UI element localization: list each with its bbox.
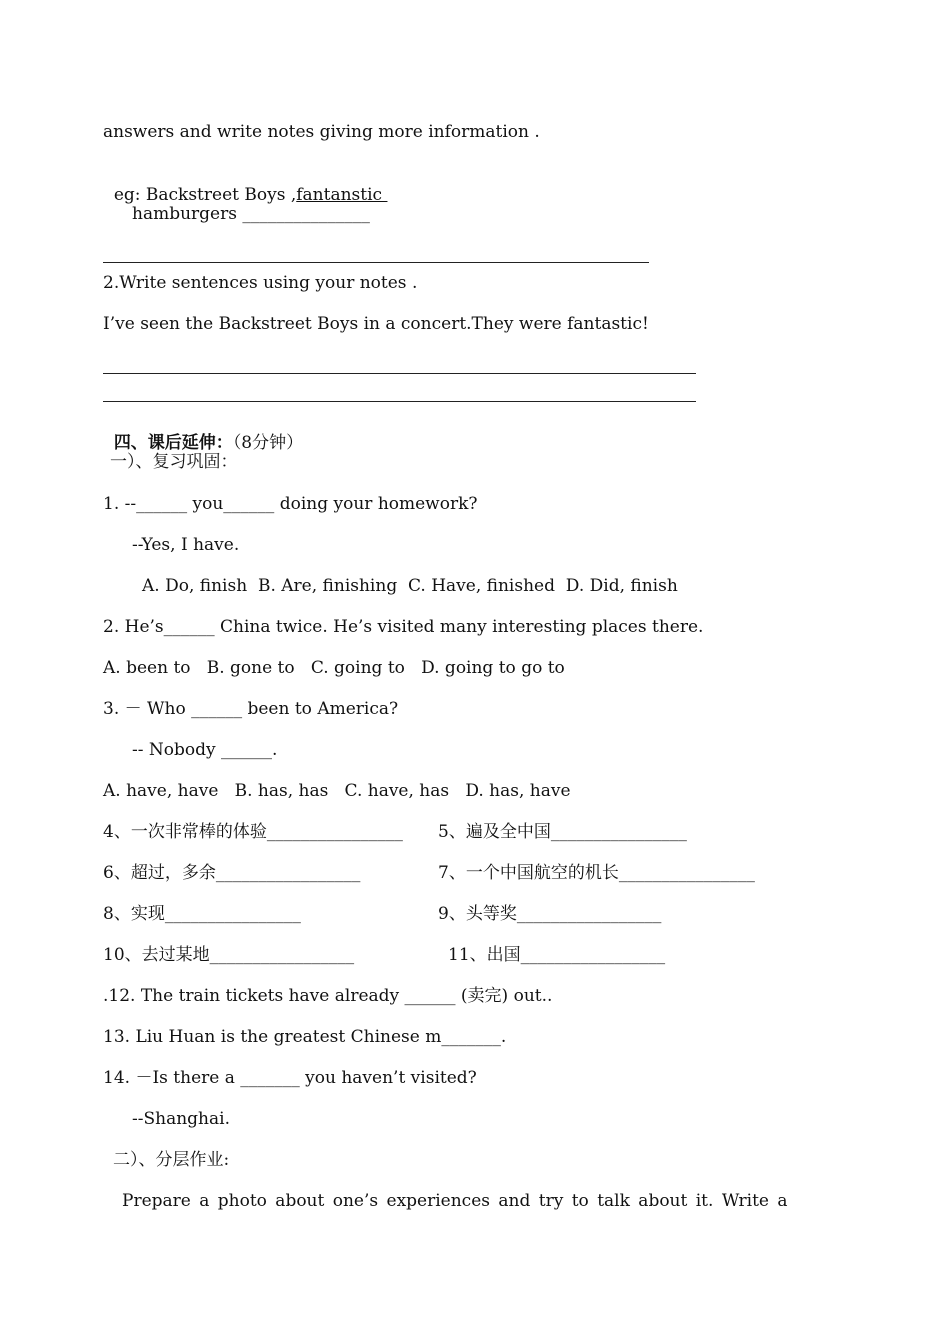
question-1-options: A. Do, finish B. Are, finishing C. Have, finished D. Did, finish bbox=[142, 576, 678, 596]
answer-rule-2 bbox=[103, 373, 696, 374]
line-example-eg bbox=[103, 162, 387, 206]
question-14-answer: --Shanghai. bbox=[132, 1109, 230, 1129]
subsection-2-heading: 二）、分层作业: bbox=[113, 1150, 230, 1170]
question-4: 4、一次非常棒的体验________________ bbox=[103, 822, 403, 842]
question-11: 11、出国_________________ bbox=[448, 945, 666, 965]
question-7: 7、一个中国航空的机长________________ bbox=[438, 863, 755, 883]
homework-instruction: Prepare a photo about one’s experiences and try to talk about it. Write a bbox=[122, 1191, 788, 1211]
question-3: 3. － Who ______ been to America? bbox=[103, 699, 399, 719]
answer-rule-3 bbox=[103, 401, 696, 402]
section-4-heading bbox=[103, 410, 303, 454]
subsection-1-heading: 一）、复习巩固： bbox=[110, 452, 238, 472]
question-1-answer: --Yes, I have. bbox=[132, 535, 240, 555]
question-14: 14. －Is there a _______ you haven’t visited? bbox=[103, 1068, 477, 1088]
question-1: 1. --______ you______ doing your homework? bbox=[103, 494, 478, 514]
eg-prefix: eg: Backstreet Boys , bbox=[113, 185, 297, 205]
question-13: 13. Liu Huan is the greatest Chinese m_______. bbox=[103, 1027, 507, 1047]
question-12: .12. The train tickets have already ______ (卖完) out.. bbox=[103, 986, 553, 1006]
question-9: 9、头等奖_________________ bbox=[438, 904, 662, 924]
question-10: 10、去过某地_________________ bbox=[103, 945, 355, 965]
question-5: 5、遍及全中国________________ bbox=[438, 822, 687, 842]
question-3-answer: -- Nobody ______. bbox=[132, 740, 278, 760]
question-6: 6、超过，多余_________________ bbox=[103, 863, 361, 883]
line-answers-notes: answers and write notes giving more information . bbox=[103, 122, 540, 142]
answer-rule-1 bbox=[103, 262, 649, 263]
section-4-time: （8分钟） bbox=[232, 433, 304, 453]
question-3-options: A. have, have B. has, has C. have, has D. has, have bbox=[103, 781, 571, 801]
task-2-instruction: 2.Write sentences using your notes . bbox=[103, 273, 418, 293]
section-4-title: 四、课后延伸： bbox=[113, 433, 233, 453]
question-2: 2. He’s______ China twice. He’s visited many interesting places there. bbox=[103, 617, 704, 637]
example-sentence: I’ve seen the Backstreet Boys in a concert.They were fantastic! bbox=[103, 314, 649, 334]
line-hamburgers: hamburgers _______________ bbox=[132, 204, 370, 224]
question-8: 8、实现________________ bbox=[103, 904, 301, 924]
eg-underlined-word: fantanstic bbox=[296, 185, 388, 205]
question-2-options: A. been to B. gone to C. going to D. going to go to bbox=[103, 658, 565, 678]
